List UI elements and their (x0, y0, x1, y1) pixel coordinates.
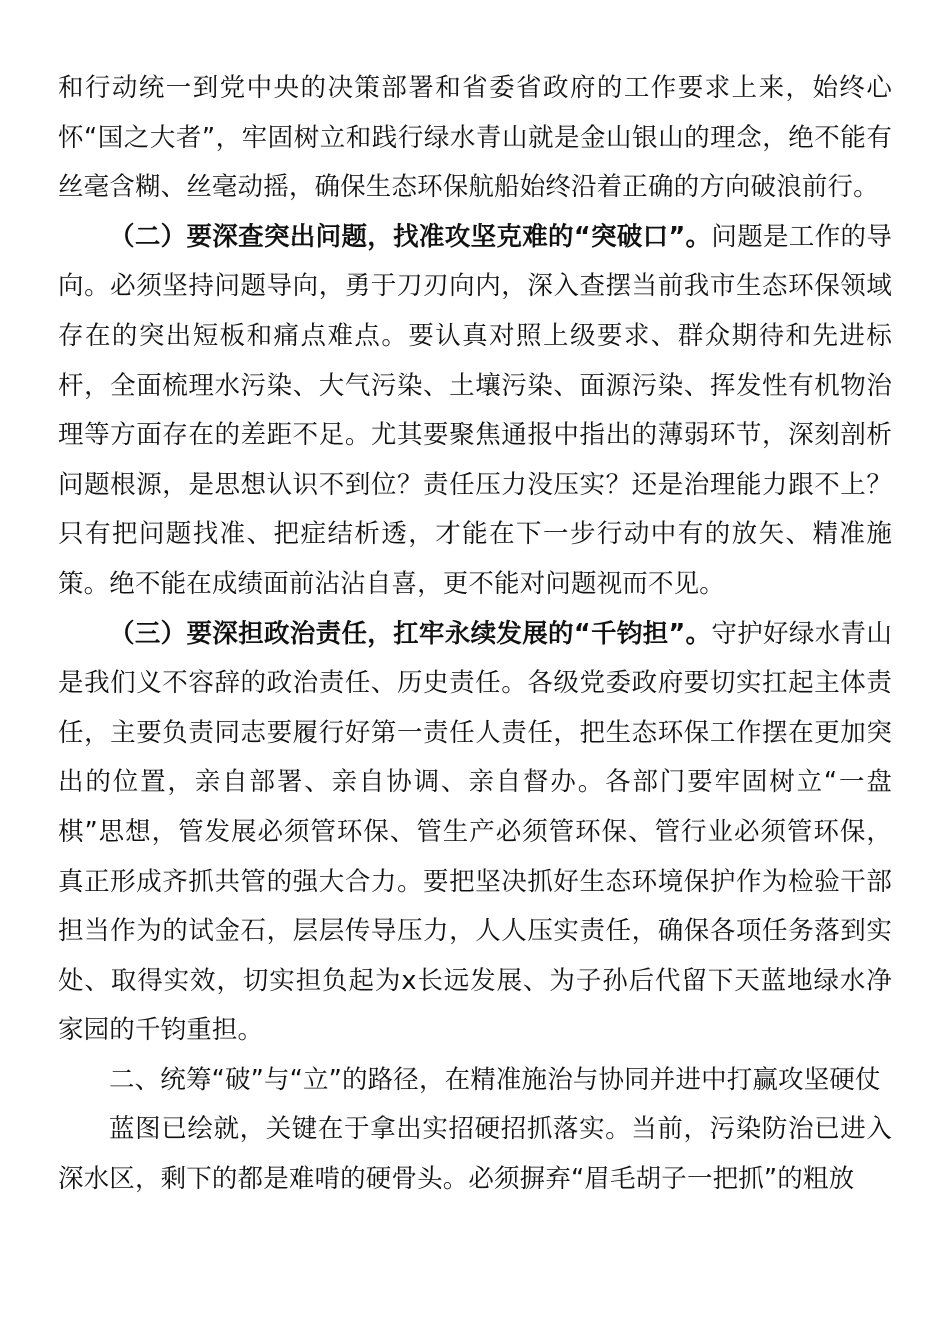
paragraph-section-2 (58, 213, 892, 610)
section-heading: （三）要深担政治责任，扛牢永续发展的“千钧担”。 (109, 618, 712, 649)
document-page (58, 64, 892, 1205)
paragraph-section-3 (58, 610, 892, 1056)
paragraph-continued (58, 64, 892, 213)
chapter-heading (58, 1056, 892, 1106)
paragraph-body (58, 1105, 892, 1204)
paragraph-text: 蓝图已绘就，关键在于拿出实招硬招抓落实。当前，污染防治已进入深水区，剩下的都是难啃的硬骨头。必须摒弃“眉毛胡子一把抓”的粗放 (58, 1114, 892, 1195)
section-heading: （二）要深查突出问题，找准攻坚克难的“突破口”。 (109, 221, 712, 252)
paragraph-text: 问题是工作的导向。必须坚持问题导向，勇于刀刃向内，深入查摆当前我市生态环保领域存在的突出短板和痛点难点。要认真对照上级要求、群众期待和先进标杆，全面梳理水污染、大气污染、土壤污染、面源污染、挥发性有机物治理等方面存在的差距不足。尤其要聚焦通报中指出的薄弱环节，深刻剖析问题根源，是思想认识不到位？责任压力没压实？还是治理能力跟不上？只有把问题找准、把症结析透，才能在下一步行动中有的放矢、精准施策。绝不能在成绩面前沾沾自喜，更不能对问题视而不见。 (58, 221, 892, 599)
chapter-heading-text: 二、统筹“破”与“立”的路径，在精准施治与协同并进中打赢攻坚硬仗 (109, 1064, 881, 1095)
paragraph-text: 守护好绿水青山是我们义不容辞的政治责任、历史责任。各级党委政府要切实扛起主体责任，主要负责同志要履行好第一责任人责任，把生态环保工作摆在更加突出的位置，亲自部署、亲自协调、亲自督办。各部门要牢固树立“一盘棋”思想，管发展必须管环保、管生产必须管环保、管行业必须管环保，真正形成齐抓共管的强大合力。要把坚决抓好生态环境保护作为检验干部担当作为的试金石，层层传导压力，人人压实责任，确保各项任务落到实处、取得实效，切实担负起为x长远发展、为子孙后代留下天蓝地绿水净家园的千钧重担。 (58, 618, 892, 1046)
paragraph-text: 和行动统一到党中央的决策部署和省委省政府的工作要求上来，始终心怀“国之大者”，牢固树立和践行绿水青山就是金山银山的理念，绝不能有丝毫含糊、丝毫动摇，确保生态环保航船始终沿着正确的方向破浪前行。 (58, 73, 892, 203)
